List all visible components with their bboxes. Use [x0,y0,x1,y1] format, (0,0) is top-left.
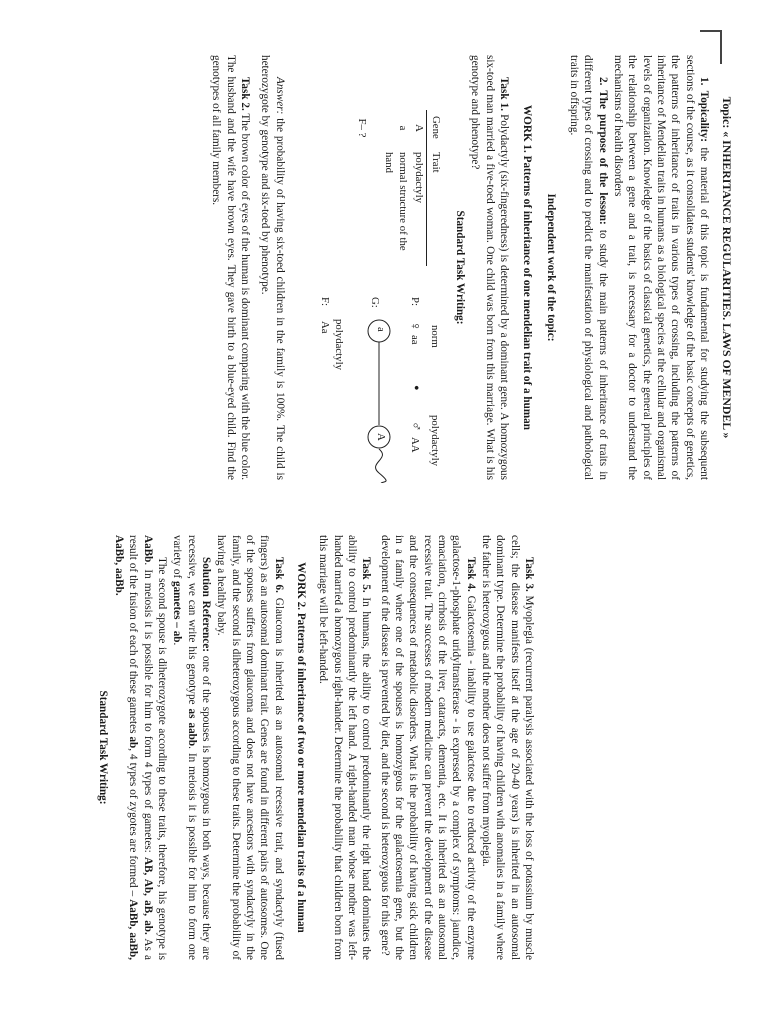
task6-label: Task 6. [272,557,285,593]
solution-gametes-1: gametes – ab [171,580,184,643]
task3-label: Task 3. [523,557,535,592]
p-label: P: [408,297,421,307]
topicality-text: the material of this topic is fundamental for studying the subsequent sections of the course, as it consolidates students' knowledge of the basic concepts of genetics, the patterns of inheritance of traits in various types of crossing, including the patterns of inheritance of Mendelian traits in humans as a biological species at the cellular and organismal levels of organization. Knowledge of the basics of classical genetics, the general principles of the relationship between a gene and a trait, is necessary for a doctor to understand the mechanisms of health disorders [611,55,710,480]
sperm-tail-icon [375,449,386,483]
solution-paragraph [170,535,213,960]
purpose-text: to study the main patterns of inheritance of traits in different types of crossing and to predict the manifestation of physiological and pathological traits in offspring. [567,55,609,480]
f-question: F– ? [356,118,369,138]
purpose-label: 2. The purpose of the lesson: [596,77,609,225]
solution-p2-a: The second spouse is diheterozygote according to these traits, therefore, his genotype is [156,557,169,960]
task5-paragraph [316,535,373,960]
solution-genotype-1: as aabb [185,708,198,747]
gene-trait-table [354,110,443,266]
male-genotype: AA [408,437,421,453]
task5-label: Task 5. [360,557,373,593]
solution-genotype-2: AaBb [141,535,154,563]
female-symbol-icon: ♀ [406,321,422,332]
task2-paragraph [209,55,252,480]
table-row [354,110,381,266]
left-column [208,55,734,480]
task5-text: In humans, the ability to control predominantly the right hand dominates the ability to control predominantly the left hand. A right-handed man whose mother was left-handed married a homozygous right-hander. Determine the probability that children born from this marriage will be left-handed. [317,535,373,960]
trait-cell: polydactyly [412,152,425,203]
f-label: F: [318,297,331,307]
topicality-label: 1. Topicality: [697,77,710,142]
purpose-paragraph [567,55,610,480]
solution-ab: ab [127,736,140,749]
solution-text-1: one of the spouses is homozygous in both ways, because they are recessive, we can write his genotype [185,535,213,960]
task1-paragraph [468,55,511,480]
answer-paragraph [258,55,287,480]
task6-paragraph [214,535,286,960]
solution-label: Solution Reference: [200,557,213,653]
female-genotype: aa [408,335,421,345]
solution-text-2: . In meiosis it is possible for him to form one variety of [171,535,198,960]
table-row [410,110,426,266]
standard-task-writing-heading-2: Standard Task Writing: [96,690,109,805]
norm-label: norm [428,325,441,348]
solution-text-3: . [171,642,184,646]
task2-text: The brown color of eyes of the human is dominant comparing with the blue color. The husband and the wife have brown eyes. They gave birth to a blue-eyed child. Find the genotypes of all family members. [210,55,251,480]
independent-work-heading: Independent work of the topic: [544,193,557,342]
f-genotype: Aa [318,321,331,334]
work1-heading: WORK 1. Patterns of inheritance of one mendelian trait of a human [521,104,534,431]
task6-text: Glaucoma is inherited as an autosomal recessive trait, and syndactyly (fused fingers) as an autosomal dominant trait. Genes are found in different pairs of autosomes. One of the spouses suffers from glaucoma and does not have ancestors with syndactyly in the family, and the second is diheterozygous according to these traits. Determine the probability of having a healthy baby. [215,535,285,960]
solution-gametes-2: AB, Ab, aB, ab. [141,856,154,935]
cross-dot-icon: • [406,385,424,391]
g-label: G: [368,297,381,308]
task4-text: Galactosemia - inability to use galactose due to reduced activity of the enzyme galactose-1-phosphate uridyltransferase - is expressed by a complex of symptoms: jaundice, emaciation, cirrhosis of the liver, cataracts, dementia, etc. It is inherited as an autosomal recessive trait. The successes of modern medicine can prevent the development of the disease and the consequences of metabolic disorders. What is the probability of having sick children in a family where one of the spouses is homozygous for the galactosemia gene, but the development of the disease is prevented by diet, and the second is heterozygous for this gene? [378,535,477,961]
task1-label: Task 1. [497,77,510,112]
answer-text: the probability of having six-toed children in the family is 100%. The child is heterozygote by genotype and six-toed by phenotype. [259,55,286,480]
standard-task-writing-heading: Standard Task Writing: [453,210,466,325]
task3-paragraph [479,535,536,960]
solution-zygotes: AaBb, aaBb, AaBb, aaBb. [113,535,140,960]
f-phenotype: polydactyly [332,319,345,370]
work2-heading: WORK 2. Patterns of inheritance of two or more mendelian traits of a human [295,562,308,933]
gamete-A: A [374,433,387,441]
male-symbol-icon: ♂ [407,421,423,432]
solution-paragraph-2 [112,535,169,960]
gene-cell: a [397,125,410,131]
solution-p2-c: As a result of the fusion of each of these gametes [127,535,154,961]
solution-p2-d: , 4 types of zygotes are formed – [127,748,140,900]
gamete-a: a [374,327,387,332]
topicality-paragraph [611,55,711,480]
gene-cell: A [412,124,425,132]
cross-scheme [293,297,443,505]
task2-label: Task 2. [239,77,251,111]
topic-title: Topic: « INHERITANCE REGULARITIES. LAWS OF MENDEL » [720,96,734,439]
genetics-scheme [293,55,443,480]
task4-paragraph [377,535,477,960]
task4-label: Task 4. [464,557,477,592]
task3-text: Myoplegia (recurrent paralysis associated with the loss of potassium by muscle cells; the disease manifests itself at the age of 20-40 years) is inherited in an autosomal dominant type. Determine the probability of having children with anomalies in a family where the father is heterozygous and the mother does not suffer from myoplegia. [480,535,535,960]
solution-p2-b: . In meiosis it is possible for him to form 4 types of gametes: [141,562,154,857]
task1-text: Polydactyly (six-fingeredness) is determined by a dominant gene. A homozygous six-toed man married a five-toed woman. One child was born from this marriage. What is his genotype and phenotype? [469,55,510,480]
table-row [380,110,410,266]
trait-header: Trait [426,146,442,266]
answer-label: Answer: [273,77,286,115]
gene-header: Gene [426,110,442,146]
polydactyly-label: polydactyly [428,415,441,466]
right-column [89,535,536,960]
trait-cell: normal structure of the hand [383,152,410,251]
